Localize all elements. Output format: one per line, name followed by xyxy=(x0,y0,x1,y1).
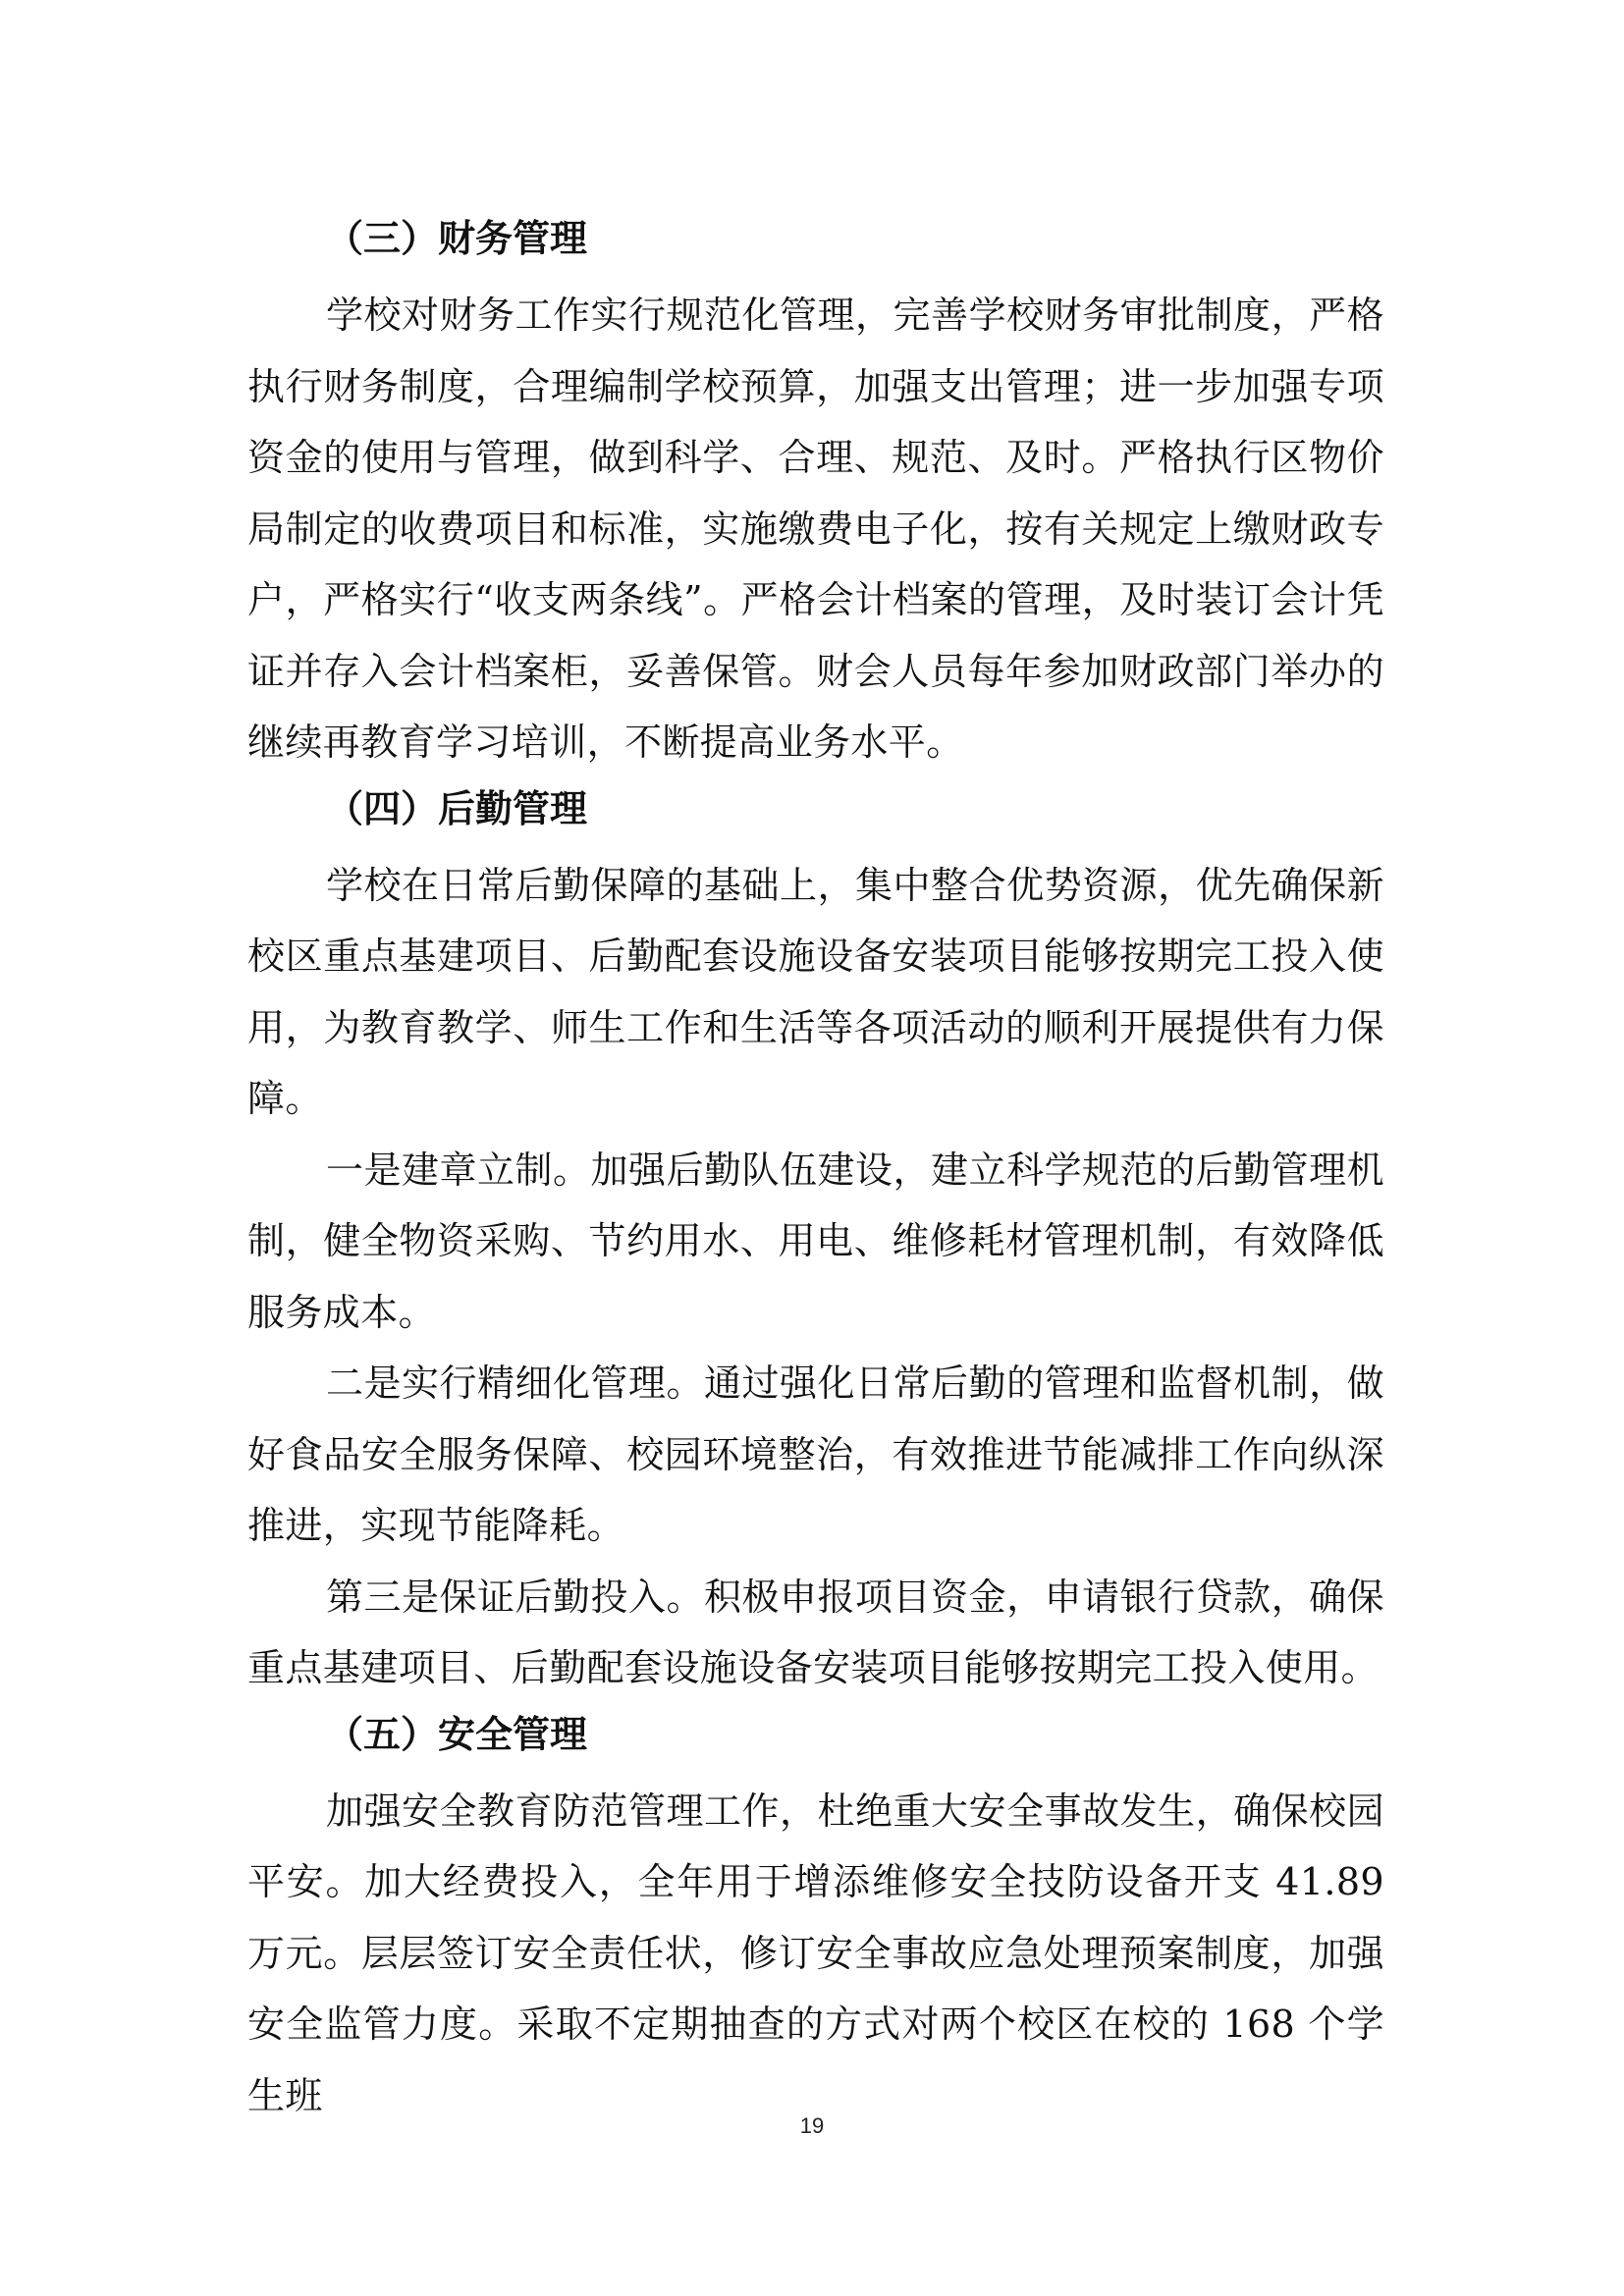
logistics-paragraph-refined: 二是实行精细化管理。通过强化日常后勤的管理和监督机制，做好食品安全服务保障、校园环境整治，有效推进节能减排工作向纵深推进，实现节能降耗。 xyxy=(247,1362,1384,1547)
page-body xyxy=(247,208,1384,2131)
page-number: 19 xyxy=(799,2113,825,2138)
section-heading-finance: （三）财务管理 xyxy=(326,217,588,260)
logistics-paragraph-intro: 学校在日常后勤保障的基础上，集中整合优势资源，优先确保新校区重点基建项目、后勤配套设施设备安装项目能够按期完工投入使用，为教育教学、师生工作和生活等各项活动的顺利开展提供有力保障。 xyxy=(247,863,1384,1120)
finance-paragraph: 学校对财务工作实行规范化管理，完善学校财务审批制度，严格执行财务制度，合理编制学校预算，加强支出管理；进一步加强专项资金的使用与管理，做到科学、合理、规范、及时。严格执行区物价局制定的收费项目和标准，实施缴费电子化，按有关规定上缴财政专户，严格实行“收支两条线”。严格会计档案的管理，及时装订会计凭证并存入会计档案柜，妥善保管。财会人员每年参加财政部门举办的继续再教育学习培训，不断提高业务水平。 xyxy=(247,294,1384,764)
section-heading-logistics: （四）后勤管理 xyxy=(326,786,588,830)
logistics-paragraph-rules: 一是建章立制。加强后勤队伍建设，建立科学规范的后勤管理机制，健全物资采购、节约用水、用电、维修耗材管理机制，有效降低服务成本。 xyxy=(247,1148,1384,1334)
safety-paragraph: 加强安全教育防范管理工作，杜绝重大安全事故发生，确保校园平安。加大经费投入，全年用于增添维修安全技防设备开支 41.89 万元。层层签订安全责任状，修订安全事故应急处理预案制度，加强安全监管力度。采取不定期抽查的方式对两个校区在校的 168 个学生班 xyxy=(247,1789,1384,2117)
section-heading-safety: （五）安全管理 xyxy=(326,1712,588,1756)
logistics-paragraph-investment: 第三是保证后勤投入。积极申报项目资金，申请银行贷款，确保重点基建项目、后勤配套设施设备安装项目能够按期完工投入使用。 xyxy=(247,1575,1384,1689)
